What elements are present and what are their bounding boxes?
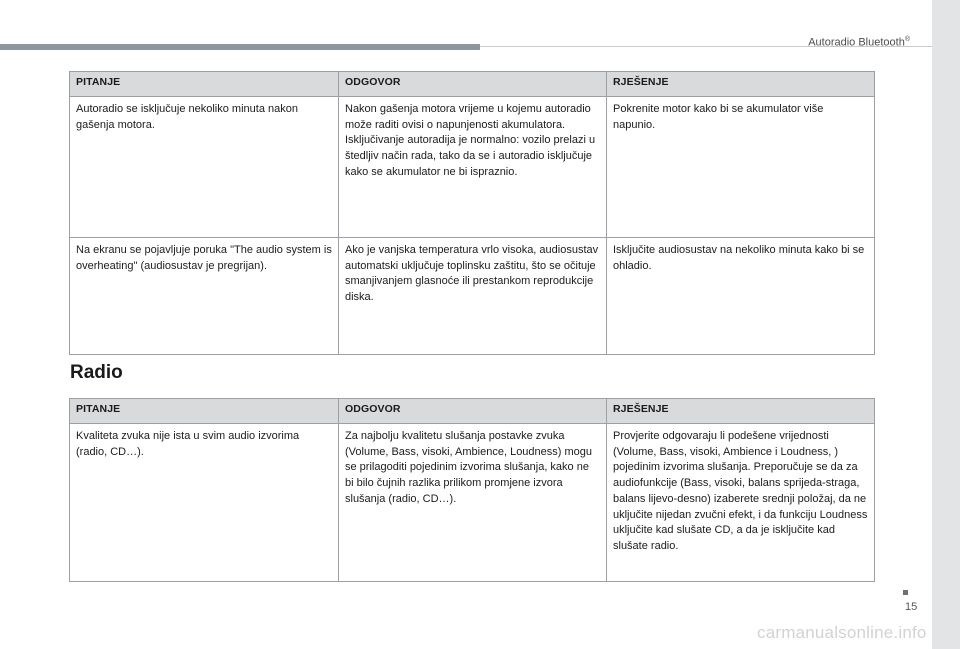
faq-table-general — [69, 71, 875, 355]
answer-text: Za najbolju kvalitetu slušanja postavke zvuka (Volume, Bass, visoki, Ambience, Loudness) mogu se prilagoditi pojedinim izvorima slušanja, kako ne bi bilo čujnih razlika prilikom promjene izvora slušanja (radio, CD…). — [345, 430, 593, 505]
column-header-answer: ODGOVOR — [339, 72, 607, 97]
answer-cell — [339, 424, 607, 582]
solution-text: Isključite audiosustav na nekoliko minuta kako bi se ohladio. — [613, 244, 865, 272]
column-header-question: PITANJE — [70, 72, 339, 97]
table-header-row — [70, 399, 875, 424]
question-text: Na ekranu se pojavljuje poruka "The audio system is overheating" (audiosustav je pregrijan). — [76, 244, 332, 272]
question-cell — [70, 238, 339, 355]
solution-cell — [607, 424, 875, 582]
column-header-answer: ODGOVOR — [339, 399, 607, 424]
watermark-text: carmanualsonline.info — [757, 623, 927, 642]
answer-text: Ako je vanjska temperatura vrlo visoka, audiosustav automatski uključuje toplinsku zaštitu, što se očituje smanjivanjem glasnoće ili prestankom reprodukcije diska. — [345, 244, 599, 304]
table-header-row — [70, 72, 875, 97]
solution-cell — [607, 97, 875, 238]
table-row — [70, 238, 875, 355]
running-header-text: Autoradio Bluetooth — [808, 36, 905, 49]
header-accent-bar — [0, 44, 480, 50]
solution-text: Provjerite odgovaraju li podešene vrijednosti (Volume, Bass, visoki, Ambience i Loudness, ) pojedinim izvorima slušanja. Preporučuje se da za audiofunkcije (Bass, visoki, balans sprijeda-straga, balans lijevo-desno) izaberete srednji položaj, da ne uključite nijedan zvučni efekt, i da funkciju Loudness uključite kad slušate CD, a da je isključite kad slušate radio. — [613, 430, 868, 552]
table-row — [70, 424, 875, 582]
page-number: 15 — [905, 601, 918, 613]
solution-text: Pokrenite motor kako bi se akumulator više napunio. — [613, 103, 824, 131]
page-edge-strip — [932, 0, 960, 649]
solution-cell — [607, 238, 875, 355]
answer-text: Nakon gašenja motora vrijeme u kojemu autoradio može raditi ovisi o napunjenosti akumulatora. Isključivanje autoradija je normalno: vozilo prelazi u štedljiv način rada, tako da se i autoradio isključuje kako se akumulator ne bi ispraznio. — [345, 103, 596, 178]
running-header — [808, 36, 910, 49]
registered-mark: ® — [904, 36, 910, 43]
section-title-radio: Radio — [70, 362, 123, 383]
page-marker-square — [903, 590, 908, 595]
faq-table-radio — [69, 398, 875, 582]
table-row — [70, 97, 875, 238]
answer-cell — [339, 238, 607, 355]
column-header-solution: RJEŠENJE — [607, 72, 875, 97]
column-header-solution: RJEŠENJE — [607, 399, 875, 424]
question-cell — [70, 97, 339, 238]
answer-cell — [339, 97, 607, 238]
question-text: Kvaliteta zvuka nije ista u svim audio izvorima (radio, CD…). — [76, 430, 300, 458]
column-header-question: PITANJE — [70, 399, 339, 424]
question-text: Autoradio se isključuje nekoliko minuta nakon gašenja motora. — [76, 103, 298, 131]
question-cell — [70, 424, 339, 582]
